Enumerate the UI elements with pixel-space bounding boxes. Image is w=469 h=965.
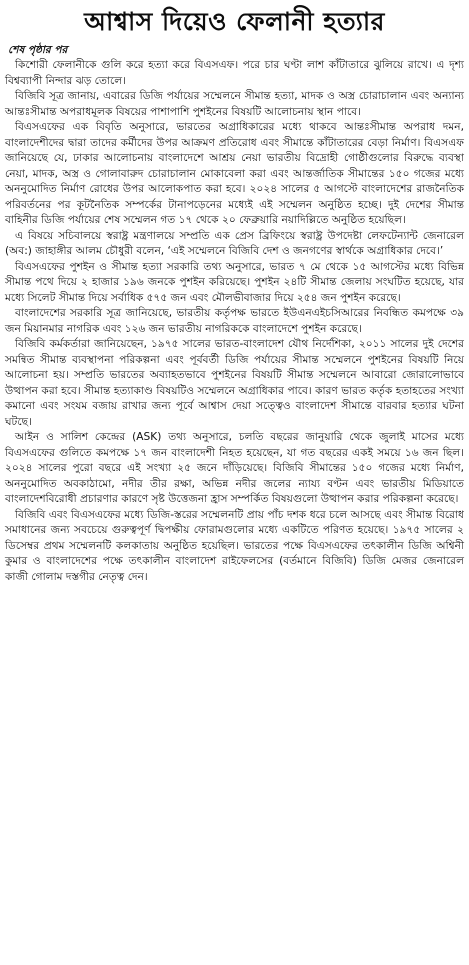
paragraph: আইন ও সালিশ কেন্দ্রের (ASK) তথ্য অনুসারে, চলতি বছরের জানুয়ারি থেকে জুলাই মাসের মধ্যে বিএসএফের গুলিতে কমপক্ষে ১৭ জন বাংলাদেশী নিহত হয়েছেন, যা গত বছরের একই সময়ে ১৬ জন ছিল। ২০২৪ সালের পুরো বছরে এই সংখ্যা ২৫ জনে দাঁড়িয়েছে। বিজিবি সীমান্তের ১৫০ গজের মধ্যে নির্মাণ, অননুমোদিত অবকাঠামো, নদীর তীর রক্ষা, অভিন্ন নদীর জলের ন্যায্য বণ্টন এবং ভারতীয় মিডিয়াতে বাংলাদেশবিরোধী প্রচারণার কারণে সৃষ্ট উত্তেজনা হ্রাস সম্পর্কিত বিষয়গুলো উত্থাপন করার পরিকল্পনা করেছে।: [5, 431, 464, 505]
paragraph: বিজিবি এবং বিএসএফের মধ্যে ডিজি-স্তরের সম্মেলনটি প্রায় পাঁচ দশক ধরে চলে আসছে এবং সীমান্ত বিরোধ সমাধানের জন্য সবচেয়ে গুরুত্বপূর্ণ দ্বিপক্ষীয় ফোরামগুলোর মধ্যে একটিতে পরিণত হয়েছে। ১৯৭৫ সালের ২ ডিসেম্বর প্রথম সম্মেলনটি কলকাতায় অনুষ্ঠিত হয়েছিল। ভারতের পক্ষে বিএসএফের তৎকালীন ডিজি অশ্বিনী কুমার ও বাংলাদেশের পক্ষে তৎকালীন বাংলাদেশ রাইফেলসের (বর্তমানে বিজিবি) ডিজি মেজর জেনারেল কাজী গোলাম দস্তগীর নেতৃত্ব দেন।: [5, 508, 464, 583]
headline: আশ্বাস দিয়েও ফেলানী হত্যার: [84, 7, 385, 36]
paragraph: বিএসএফের এক বিবৃতি অনুসারে, ভারতের অগ্রাধিকারের মধ্যে থাকবে আন্তঃসীমান্ত অপরাধ দমন, বাংলাদেশীদের দ্বারা তাদের কর্মীদের উপর আক্রমণ প্রতিরোধ এবং সীমান্তে কাঁটাতারের বেড়া নির্মাণ। বিএসএফ জানিয়েছে যে, ঢাকার আলোচনায় বাংলাদেশে আশ্রয় নেয়া ভারতীয় বিদ্রোহী গোষ্ঠীগুলোর বিরুদ্ধে ব্যবস্থা নেয়া, মাদক, অস্ত্র ও গোলাবারুদ চোরাচালান মোকাবেলা করা এবং আন্তর্জাতিক সীমান্তের ১৫০ গজের মধ্যে অননুমোদিত নির্মাণ রোধের উপর আলোকপাত করা হবে। ২০২৪ সালের ৫ আগস্টে বাংলাদেশের রাজনৈতিক পরিবর্তনের পর কূটনৈতিক সম্পর্কের টানাপড়েনের মধ্যেই এই সম্মেলন অনুষ্ঠিত হচ্ছে। দুই দেশের সীমান্ত বাহিনীর ডিজি পর্যায়ের শেষ সম্মেলন গত ১৭ থেকে ২০ ফেব্রুয়ারি নয়াদিল্লিতে অনুষ্ঠিত হয়েছিল।: [5, 121, 464, 226]
paragraph: বিজিবি কর্মকর্তারা জানিয়েছেন, ১৯৭৫ সালের ভারত-বাংলাদেশ যৌথ নির্দেশিকা, ২০১১ সালের দুই দেশের সমন্বিত সীমান্ত ব্যবস্থাপনা পরিকল্পনা এবং পূর্ববর্তী ডিজি পর্যায়ের সীমান্ত সম্মেলনে পুশইনের বিষয়টি নিয়ে আলোচনা হয়। সম্প্রতি ভারতের অব্যাহতভাবে পুশইনের বিষয়টি সীমান্ত সম্মেলনে আবারো জোরালোভাবে উত্থাপন করা হবে। সীমান্ত হত্যাকাণ্ড বিষয়টিও সম্মেলনে অগ্রাধিকার পাবে। কারণ ভারত কর্তৃক হতাহতের সংখ্যা কমানো এবং সংযম বজায় রাখার জন্য পূর্বে আশ্বাস দেয়া সত্ত্বেও বাংলাদেশ সীমান্তে বারবার হত্যার ঘটনা ঘটছে।: [5, 338, 465, 428]
paragraph: বাংলাদেশের সরকারি সূত্র জানিয়েছে, ভারতীয় কর্তৃপক্ষ ভারতে ইউএনএইচসিআরের নিবন্ধিত কমপক্ষে ৩৯ জন মিয়ানমার নাগরিক এবং ১২৬ জন ভারতীয় নাগরিককে বাংলাদেশে পুশইন করেছে।: [5, 307, 464, 335]
paragraph: বিজিবি সূত্র জানায়, এবারের ডিজি পর্যায়ের সম্মেলনে সীমান্ত হত্যা, মাদক ও অস্ত্র চোরাচালান এবং অন্যান্য আন্তঃসীমান্ত অপরাধমূলক বিষয়ের পাশাপাশি পুশইনের বিষয়টি আলোচনায় স্থান পাবে।: [5, 90, 464, 118]
paragraph: কিশোরী ফেলানীকে গুলি করে হত্যা করে বিএসএফ। পরে চার ঘণ্টা লাশ কাঁটাতারে ঝুলিয়ে রাখে। এ দৃশ্য বিশ্বব্যাপী নিন্দার ঝড় তোলে।: [5, 59, 464, 87]
paragraph: এ বিষয়ে সচিবালয়ে স্বরাষ্ট্র মন্ত্রণালয়ে সম্প্রতি এক প্রেস ব্রিফিংয়ে স্বরাষ্ট্র উপদেষ্টা লেফটেন্যান্ট জেনারেল (অব:) জাহাঙ্গীর আলম চৌধুরী বলেন, ‘এই সম্মেলনে বিজিবি দেশ ও জনগণের স্বার্থকে অগ্রাধিকার দেবে।’: [5, 229, 464, 257]
paragraph: বিএসএফের পুশইন ও সীমান্ত হত্যা সরকারি তথ্য অনুসারে, ভারত ৭ মে থেকে ১৫ আগস্টের মধ্যে বিভিন্ন সীমান্ত পথে দিয়ে ২ হাজার ১৯৬ জনকে পুশইন করিয়েছে। পুশইন ২৪টি সীমান্ত জেলায় সংঘটিত হয়েছে, যার মধ্যে সিলেট সীমান্ত দিয়ে সর্বাধিক ৫৭৫ জন এবং মৌলভীবাজার দিয়ে ২৫৪ জন পুশইন করেছে।: [5, 260, 464, 304]
article-body: [5, 58, 464, 585]
continued-from-label: শেষ পৃষ্ঠার পর: [8, 44, 68, 56]
